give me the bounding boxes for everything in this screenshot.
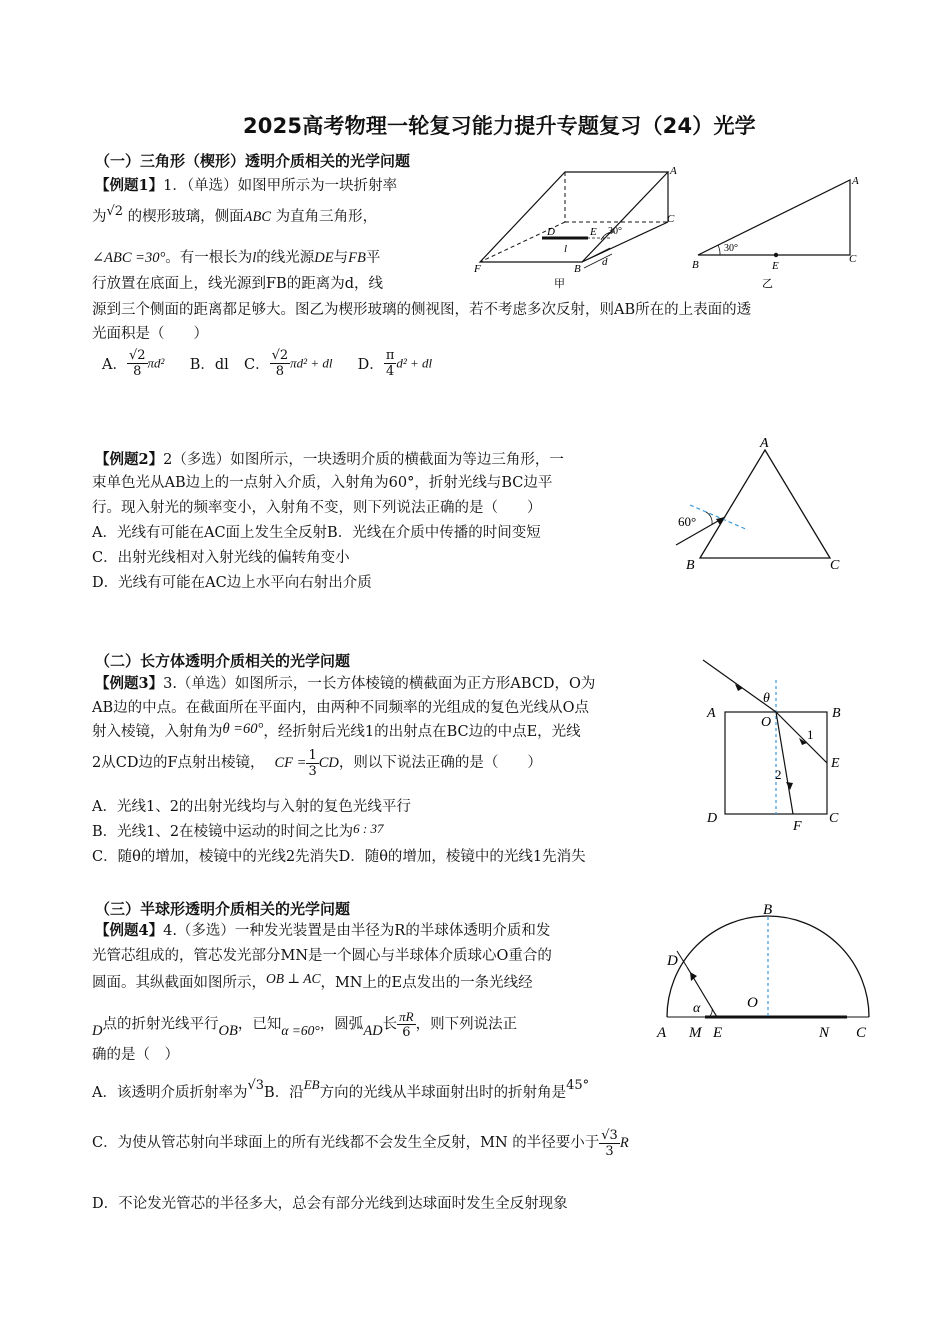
q4-line2: 光管芯组成的，管芯发光部分MN是一个圆心与半球体介质球心O重合的 (92, 948, 552, 964)
q4-options-ab (92, 1077, 590, 1106)
section-heading-1: （一）三角形（楔形）透明介质相关的光学问题 (95, 152, 411, 170)
q4-option-b-eb: EB (303, 1077, 320, 1092)
label-b-q2: B (686, 558, 695, 573)
frac-den: 3 (605, 1144, 614, 1159)
q3-cd: CD (318, 755, 339, 771)
q1-line3 (92, 246, 380, 271)
label-e: E (590, 226, 597, 238)
label-o-q4: O (747, 995, 758, 1011)
q1-text-2b: 的楔形玻璃，侧面 (123, 209, 244, 225)
label-a-yi: A (852, 175, 859, 187)
section-heading-2: （二）长方体透明介质相关的光学问题 (95, 652, 351, 670)
q4-line4 (92, 1009, 517, 1040)
q4-text-4f: ，则下列说法正 (415, 1016, 518, 1033)
q4-option-c-r: R (619, 1135, 629, 1151)
q1-label: 【例题1】 (95, 177, 164, 194)
label-c: C (667, 213, 675, 225)
q1-option-c-fraction (270, 348, 291, 379)
q4-ad: AD (363, 1022, 383, 1039)
frac-num: π (385, 348, 395, 363)
label-b: B (574, 263, 581, 275)
q1-line1 (95, 173, 397, 199)
q2-line1 (95, 447, 564, 473)
q4-label: 【例题4】 (95, 922, 164, 939)
q4-option-a: A．该透明介质折射率为 (92, 1085, 248, 1101)
label-l: l (564, 243, 568, 255)
q4-ob: OB (218, 1022, 238, 1039)
q1-line2 (92, 205, 377, 230)
q4-ob-ac: OB ⊥ AC (266, 971, 321, 986)
frac-num: 1 (308, 748, 317, 763)
frac-num: √2 (271, 348, 289, 363)
q1-option-d-tail: d² + dl (396, 355, 433, 371)
q1-fb: FB (348, 250, 366, 266)
q4-text-4d: ，圆弧 (319, 1016, 364, 1033)
q2-option-c: C．出射光线相对入射光线的偏转角变小 (92, 550, 350, 566)
square-prism-figure (695, 650, 865, 840)
label-a: A (670, 165, 677, 177)
q1-abc: ABC (243, 209, 272, 225)
q3-option-c: C．随θ的增加，棱镜中的光线2先消失 (92, 849, 339, 865)
label-o-q3: O (761, 715, 772, 730)
label-c-q2: C (830, 558, 840, 573)
label-m-q4: M (689, 1025, 702, 1041)
q4-text-1: 4.（多选）一种发光装置是由半径为R的半球体透明介质和发 (163, 923, 551, 939)
label-e-yi: E (772, 260, 779, 272)
label-a-q2: A (760, 436, 769, 451)
q3-option-d: D．随θ的增加，棱镜中的光线1先消失 (338, 849, 586, 865)
q2-text-1: 2（多选）如图所示，一块透明介质的横截面为等边三角形，一 (163, 452, 564, 468)
q1-text-3d: 与 (333, 250, 349, 266)
q3-option-b-text: B．光线1、2在棱镜中运动的时间之比为 (92, 824, 354, 840)
q4-text-3b: ，MN上的E点发出的一条光线经 (320, 975, 533, 991)
q3-text-3b: ，经折射后光线1的出射点在BC边的中点E，光线 (263, 724, 581, 740)
q3-fraction (306, 748, 318, 779)
q4-option-b-tail: 方向的光线从半球面射出时的折射角是 (319, 1085, 567, 1101)
label-c-yi: C (849, 253, 857, 265)
q1-option-a: A． (102, 357, 127, 373)
q1-text-2a: 为 (92, 209, 107, 225)
label-n-q4: N (819, 1025, 830, 1041)
q1-sqrt2: √2 (106, 204, 124, 219)
q4-line3 (92, 970, 533, 996)
q4-fraction (397, 1009, 415, 1040)
frac-num: πR (399, 1009, 414, 1024)
q4-option-c-text: C．为使从管芯射向半球面上的所有光线都不会发生全反射，MN 的半径要小于 (92, 1135, 600, 1151)
q1-de: DE (314, 250, 334, 266)
q1-option-d: D． (357, 357, 384, 373)
q1-l: l (252, 250, 257, 266)
q3-text-4a: 2从CD边的F点射出棱镜， (92, 755, 265, 771)
q2-line3: 行。现入射光的频率变小，入射角不变，则下列说法正确的是（ ） (92, 500, 542, 516)
q2-option-a: A．光线有可能在AC面上发生全反射 (92, 525, 328, 541)
triangle-figure-yi (688, 170, 868, 290)
q3-text-3a: 射入棱镜，入射角为 (92, 724, 223, 740)
label-b-yi: B (692, 259, 699, 271)
label-alpha-q4: α (693, 1001, 701, 1016)
q1-option-a-tail: πd² (147, 355, 165, 371)
q4-alpha: α =60° (281, 1022, 320, 1038)
q1-option-b: B．dl (189, 357, 229, 373)
q2-option-d: D．光线有可能在AC边上水平向右射出介质 (92, 575, 372, 591)
hemisphere-figure (655, 895, 875, 1045)
label-c-q3: C (829, 811, 839, 826)
q1-text-3b: 。有一根长为 (165, 250, 253, 266)
q1-option-d-fraction (384, 348, 397, 379)
label-c-q4: C (856, 1025, 867, 1041)
q3-option-a: A．光线1、2的出射光线均与入射的复色光线平行 (92, 799, 411, 815)
q1-line6: 光面积是（ ） (92, 326, 208, 342)
q3-option-b (92, 819, 383, 845)
q1-text-3c: 的线光源 (256, 250, 315, 266)
label-e-q3: E (831, 756, 840, 771)
frac-den: 4 (385, 364, 395, 379)
q3-cf: CF = (274, 755, 307, 771)
q3-line4 (92, 748, 542, 779)
q4-text-4c: ，已知 (237, 1016, 282, 1033)
q1-text-2c: 为直角三角形， (271, 209, 378, 225)
q4-d: D (92, 1022, 103, 1039)
wedge-figure-jia (470, 160, 700, 290)
q1-line4: 行放置在底面上，线光源到FB的距离为d，线 (92, 276, 383, 292)
label-d: D (547, 226, 555, 238)
frac-num: √2 (128, 348, 146, 363)
label-d-q3: D (707, 811, 718, 826)
q3-text-4b: ，则以下说法正确的是（ ） (338, 755, 542, 771)
label-60-q2: 60° (678, 514, 697, 529)
q4-option-c-fraction (599, 1128, 620, 1159)
q4-option-b: B．沿 (264, 1085, 304, 1101)
label-a-q4: A (657, 1025, 667, 1041)
label-f-q3: F (793, 819, 802, 834)
q3-options-cd (92, 845, 586, 870)
q1-option-c-tail: πd² + dl (290, 355, 333, 371)
q1-line5: 源到三个侧面的距离都足够大。图乙为楔形玻璃的侧视图，若不考虑多次反射，则AB所在的上表面的透 (92, 302, 752, 318)
q3-line1 (95, 671, 595, 697)
q3-text-1: 3.（单选）如图所示，一长方体棱镜的横截面为正方形ABCD，O为 (163, 676, 596, 692)
page-title: 2025高考物理一轮复习能力提升专题复习（24）光学 (243, 114, 756, 138)
label-f: F (474, 263, 481, 275)
q3-theta: θ =60° (222, 721, 264, 737)
q1-text-3e: 平 (365, 250, 381, 266)
label-d-q4: D (667, 953, 678, 969)
q4-option-d: D．不论发光管芯的半径多大，总会有部分光线到达球面时发生全反射现象 (92, 1196, 568, 1212)
label-a-q3: A (707, 706, 716, 721)
q4-option-b-angle: 45° (566, 1078, 590, 1093)
label-d-distance: d (602, 256, 608, 268)
label-ray-1: 1 (807, 727, 814, 742)
q2-label: 【例题2】 (95, 451, 164, 468)
frac-den: 8 (133, 364, 142, 379)
q4-line5: 确的是（ ） (92, 1047, 179, 1063)
q3-line2: AB边的中点。在截面所在平面内，由两种不同频率的光组成的复色光线从O点 (92, 700, 590, 716)
frac-den: 6 (402, 1025, 411, 1040)
q3-option-b-ratio: 6 : 37 (353, 821, 384, 836)
frac-den: 3 (308, 764, 317, 779)
label-e-q4: E (713, 1025, 723, 1041)
label-30-yi: 30° (724, 243, 738, 254)
equilateral-triangle-figure (670, 430, 860, 580)
q4-text-4e: 长 (382, 1016, 398, 1033)
label-theta-q3: θ (763, 691, 770, 706)
q1-option-c: C． (243, 357, 270, 373)
q4-text-4b: 点的折射光线平行 (102, 1016, 219, 1033)
q4-text-3a: 圆面。其纵截面如图所示， (92, 975, 266, 991)
section-heading-3: （三）半球形透明介质相关的光学问题 (95, 900, 351, 918)
q4-option-c (92, 1128, 629, 1159)
label-30-jia: 30° (608, 226, 622, 237)
q2-option-b: B．光线在介质中传播的时间变短 (327, 525, 541, 541)
q1-option-a-fraction (127, 348, 148, 379)
caption-jia: 甲 (554, 278, 565, 290)
q3-line3 (92, 720, 581, 745)
frac-den: 8 (275, 364, 285, 379)
label-ray-2: 2 (775, 767, 782, 782)
q4-line1 (95, 918, 550, 944)
q2-options-ab (92, 521, 541, 546)
frac-num: √3 (601, 1128, 618, 1143)
q2-line2: 束单色光从AB边上的一点射入介质，入射角为60°，折射光线与BC边平 (92, 475, 553, 491)
q1-text-1: 1．（单选）如图甲所示为一块折射率 (163, 178, 398, 194)
caption-yi: 乙 (762, 278, 773, 290)
q1-angle: ∠ABC =30° (92, 250, 166, 266)
q3-label: 【例题3】 (95, 675, 164, 692)
q4-option-a-value: √3 (247, 1078, 265, 1093)
label-b-q4: B (763, 902, 773, 918)
q1-options (102, 348, 432, 379)
label-b-q3: B (832, 706, 841, 721)
